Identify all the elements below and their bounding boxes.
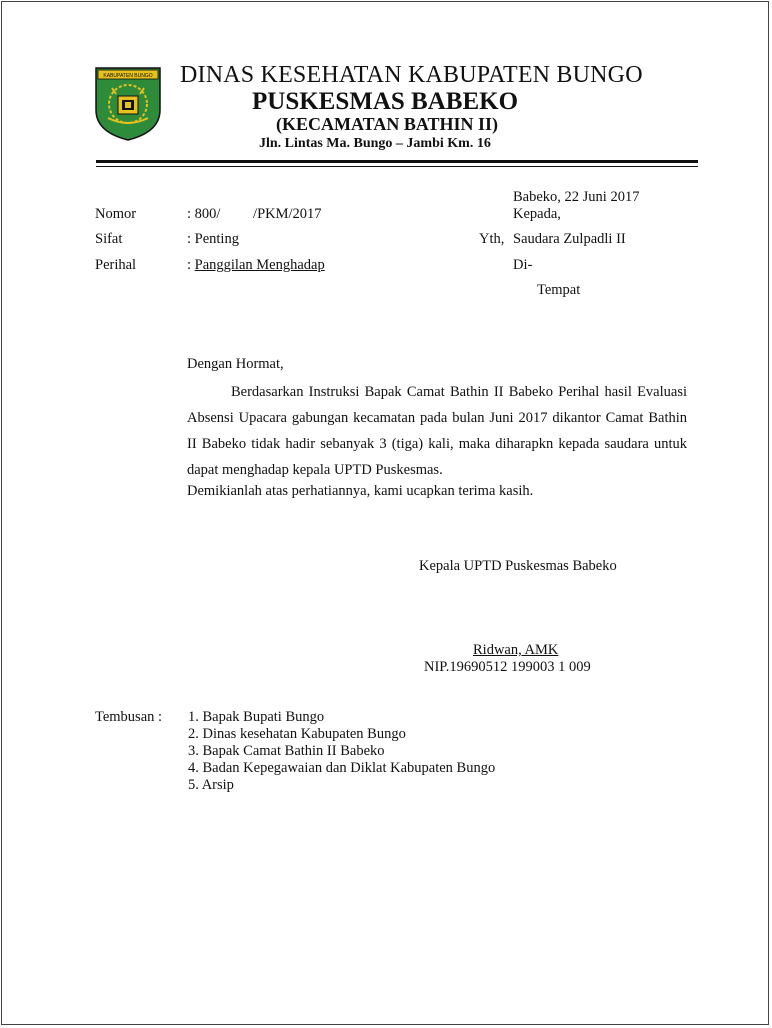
- header-divider-thick: [96, 160, 698, 163]
- sifat-value: : Penting: [187, 231, 239, 247]
- logo-text: KABUPATEN BUNGO: [103, 73, 153, 79]
- list-item: 2. Dinas kesehatan Kabupaten Bungo: [188, 726, 406, 742]
- closing: Demikianlah atas perhatiannya, kami ucapkan terima kasih.: [187, 483, 534, 499]
- recipient-name: Saudara Zulpadli II: [513, 231, 626, 247]
- signature-nip: NIP.19690512 199003 1 009: [424, 659, 591, 675]
- kepada: Kepada,: [513, 206, 561, 222]
- institution-name: PUSKESMAS BABEKO: [252, 88, 519, 115]
- list-item: 1. Bapak Bupati Bungo: [188, 709, 325, 725]
- nomor-value: : 800/ /PKM/2017: [187, 206, 322, 222]
- list-item: 5. Arsip: [188, 777, 234, 793]
- yth: Yth,: [479, 231, 505, 247]
- signature-title: Kepala UPTD Puskesmas Babeko: [419, 558, 617, 574]
- perihal-colon: :: [187, 257, 195, 273]
- greeting: Dengan Hormat,: [187, 356, 284, 372]
- header-divider-thin: [96, 166, 698, 167]
- sifat-label: Sifat: [95, 231, 123, 247]
- regency-crest-icon: [94, 66, 162, 142]
- tembusan-label: Tembusan :: [95, 709, 163, 725]
- address: Jln. Lintas Ma. Bungo – Jambi Km. 16: [259, 136, 491, 151]
- signature-name: Ridwan, AMK: [473, 642, 559, 658]
- perihal-value: Panggilan Menghadap: [194, 257, 325, 273]
- letter-page: [1, 1, 769, 1025]
- body-paragraph: Berdasarkan Instruksi Bapak Camat Bathin II Babeko Perihal hasil Evaluasi Absensi Upacara gabungan kecamatan pada bulan Juni 2017 dikantor Camat Bathin II Babeko tidak hadir sebanyak 3 (tiga) kali, maka diharapkn kepada saudara untuk dapat menghadap kepala UPTD Puskesmas.: [187, 384, 687, 478]
- place-date: Babeko, 22 Juni 2017: [513, 189, 640, 205]
- perihal-row: [187, 257, 325, 274]
- perihal-label: Perihal: [95, 257, 137, 273]
- agency-name: DINAS KESEHATAN KABUPATEN BUNGO: [180, 62, 643, 88]
- tembusan-list: [188, 709, 495, 794]
- district-name: (KECAMATAN BATHIN II): [276, 114, 499, 134]
- list-item: 3. Bapak Camat Bathin II Babeko: [188, 743, 385, 759]
- recipient-di: Di-: [513, 257, 533, 273]
- nomor-label: Nomor: [95, 206, 137, 222]
- list-item: 4. Badan Kepegawaian dan Diklat Kabupaten Bungo: [188, 760, 496, 776]
- recipient-tempat: Tempat: [537, 282, 581, 298]
